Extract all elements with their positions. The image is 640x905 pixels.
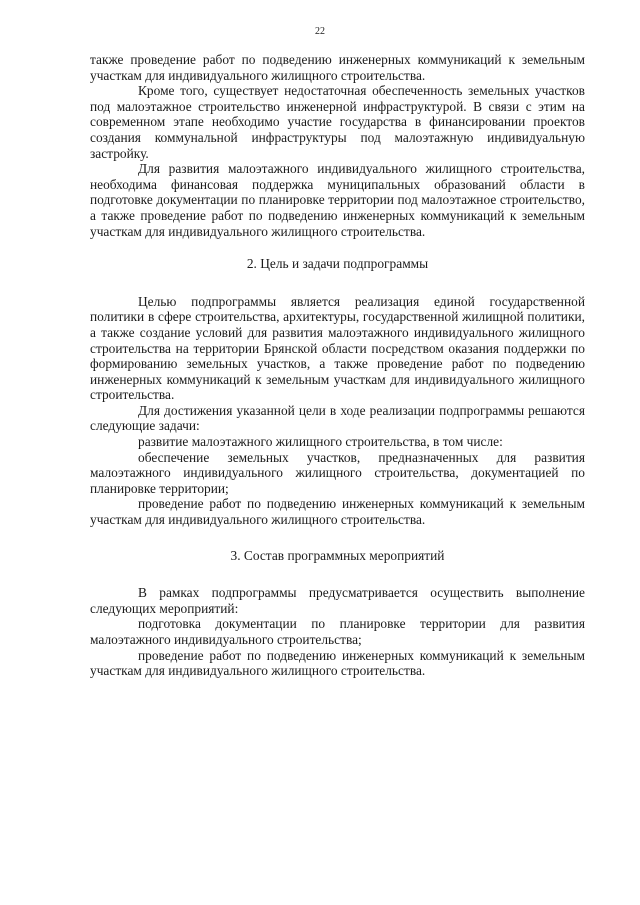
task-item: развитие малоэтажного жилищного строительства, в том числе: bbox=[138, 434, 503, 450]
paragraph-infrastructure: Кроме того, существует недостаточная обеспеченность земельных участков под малоэтажное строительство инженерной инфраструктурой. В связи с этим на современном этапе необходимо участие государства в финансировании проектов создания коммунальной инфраструктуры под малоэтажную индивидуальную застройку. bbox=[90, 83, 585, 161]
measure-item: проведение работ по подведению инженерных коммуникаций к земельным участкам для индивидуального жилищного строительства. bbox=[90, 647, 585, 679]
paragraph-financial-support: Для развития малоэтажного индивидуального жилищного строительства, необходима финансовая поддержка муниципальных образований области в подготовке документации по планировке территории под малоэтажное строительство, а также проведение работ по подведению инженерных коммуникаций к земельным участкам для индивидуального жилищного строительства. bbox=[90, 161, 585, 239]
paragraph-tasks-intro: Для достижения указанной цели в ходе реализации подпрограммы решаются следующие задачи: bbox=[90, 402, 585, 434]
task-item: проведение работ по подведению инженерных коммуникаций к земельным участкам для индивидуального жилищного строительства. bbox=[90, 496, 585, 528]
paragraph-goal: Целью подпрограммы является реализация единой государственной политики в сфере строительства, архитектуры, государственной жилищной политики, а также создание условий для развития малоэтажного индивидуального жилищного строительства на территории Брянской области посредством оказания поддержки по формированию земельных участков, а также проведение работ по подведению инженерных коммуникаций к земельным участкам для индивидуального жилищного строительства. bbox=[90, 293, 585, 403]
document-body bbox=[90, 52, 585, 679]
page-number: 22 bbox=[315, 26, 325, 37]
task-item: обеспечение земельных участков, предназначенных для развития малоэтажного индивидуального жилищного строительства, документацией по планировке территории; bbox=[90, 449, 585, 496]
paragraph-measures-intro: В рамках подпрограммы предусматривается осуществить выполнение следующих мероприятий: bbox=[90, 585, 585, 616]
section-3-heading: 3. Состав программных мероприятий bbox=[230, 547, 445, 563]
paragraph-continuation: также проведение работ по подведению инженерных коммуникаций к земельным участкам для индивидуального жилищного строительства. bbox=[90, 52, 585, 83]
measure-item: подготовка документации по планировке территории для развития малоэтажного индивидуального строительства; bbox=[90, 616, 585, 647]
section-2-heading: 2. Цель и задачи подпрограммы bbox=[246, 256, 429, 272]
